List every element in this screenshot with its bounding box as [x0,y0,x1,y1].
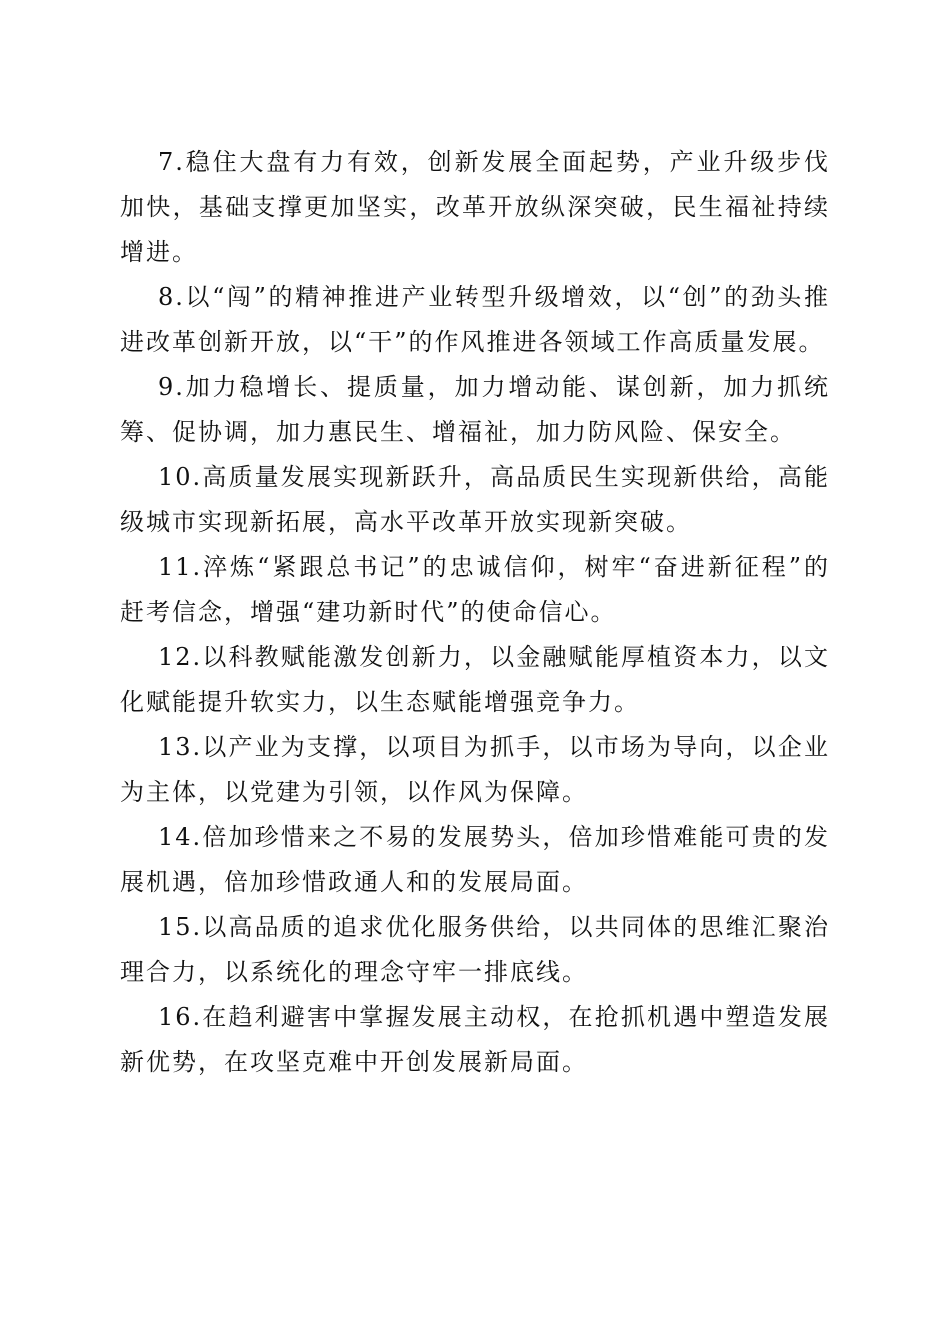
paragraph-10: 10.高质量发展实现新跃升，高品质民生实现新供给，高能级城市实现新拓展，高水平改革开放实现新突破。 [120,463,830,536]
paragraph-11: 11.淬炼“紧跟总书记”的忠诚信仰，树牢“奋进新征程”的赶考信念，增强“建功新时代”的使命信心。 [120,553,830,626]
paragraph-7: 7.稳住大盘有力有效，创新发展全面起势，产业升级步伐加快，基础支撑更加坚实，改革开放纵深突破，民生福祉持续增进。 [120,148,830,266]
paragraph-9: 9.加力稳增长、提质量，加力增动能、谋创新，加力抓统筹、促协调，加力惠民生、增福祉，加力防风险、保安全。 [120,373,830,446]
paragraph-15: 15.以高品质的追求优化服务供给，以共同体的思维汇聚治理合力，以系统化的理念守牢一排底线。 [120,913,830,986]
paragraph-16: 16.在趋利避害中掌握发展主动权，在抢抓机遇中塑造发展新优势，在攻坚克难中开创发展新局面。 [120,1003,830,1076]
paragraph-13: 13.以产业为支撑，以项目为抓手，以市场为导向，以企业为主体，以党建为引领，以作风为保障。 [120,733,830,806]
paragraph-8: 8.以“闯”的精神推进产业转型升级增效，以“创”的劲头推进改革创新开放，以“干”的作风推进各领域工作高质量发展。 [120,283,830,356]
document-body [120,140,830,1085]
paragraph-12: 12.以科教赋能激发创新力，以金融赋能厚植资本力，以文化赋能提升软实力，以生态赋能增强竞争力。 [120,643,830,716]
paragraph-14: 14.倍加珍惜来之不易的发展势头，倍加珍惜难能可贵的发展机遇，倍加珍惜政通人和的发展局面。 [120,823,830,896]
